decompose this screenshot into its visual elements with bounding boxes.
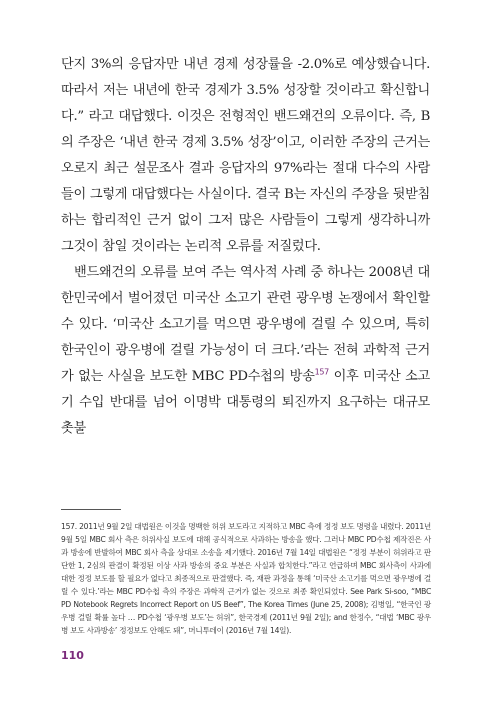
paragraph-1: 단지 3%의 응답자만 내년 경제 성장률을 -2.0%로 예상했습니다. 따라서 저는 내년에 한국 경제가 3.5% 성장할 것이라고 확신합니다.” 라고 대답했다. 이것은 전형적인 밴드왜건의 오류이다. 즉, B의 주장은 ‘내년 한국 경제 3.5% 성장’이고, 이러한 주장의 근거는 오로지 최근 설문조사 결과 응답자의 97%라는 절대 다수의 사람들이 그렇게 대답했다는 사실이다. 결국 B는 자신의 주장을 뒷받침하는 합리적인 근거 없이 그저 많은 사람들이 그렇게 생각하니까 그것이 참일 것이라는 논리적 오류를 저질렀다. <box>61 57 430 254</box>
footnote-157: 157. 2011년 9월 2일 대법원은 이것을 명백한 허위 보도라고 지적하고 MBC 측에 정정 보도 명령을 내렸다. 2011년 9월 5일 MBC 회사 측은 허위사실 보도에 대해 공식적으로 사과하는 방송을 했다. 그러나 MBC PD수첩 제작진은 사과 방송에 반발하여 MBC 회사 측을 상대로 소송을 제기했다. 2016년 7월 14일 대법원은 “정정 부분이 허위라고 판단한 1, 2심의 판결이 확정된 이상 사과 방송의 중요 부분은 사실과 합치한다.”라고 언급하며 MBC 회사측이 사과에 대한 정정 보도를 할 필요가 없다고 최종적으로 판결했다. 즉, 재판 과정을 통해 ‘미국산 소고기를 먹으면 광우병에 걸릴 수 있다.’라는 MBC PD수첩 측의 주장은 과학적 근거가 없는 것으로 최종 확인되었다. See Park Si-soo, “MBC PD Notebook Regrets Incorrect Report on US Beef”, The Korea Times (June 25, 2008); 김병일, “한국인 광우병 걸릴 확률 높다 … PD수첩 ‘광우병 보도’는 허위”, 한국경제 (2011년 9월 2일); and 한정수, “대법 ‘MBC 광우병 보도 사과방송’ 정정보도 안해도 돼”, 머니투데이 (2016년 7월 14일). <box>61 522 431 635</box>
footnote-reference[interactable]: 157 <box>314 367 329 377</box>
footnote-divider <box>61 509 121 510</box>
paragraph-2 <box>61 260 430 442</box>
paragraph-2-continuation: 이후 미국산 소고기 수입 반대를 넘어 이명박 대통령의 퇴진까지 요구하는 대규모 촛불 <box>61 369 430 436</box>
footnotes <box>61 520 431 637</box>
page-number: 110 <box>61 649 84 662</box>
paragraph-2-text: 밴드왜건의 오류를 보여 주는 역사적 사례 중 하나는 2008년 대한민국에서 벌어졌던 미국산 소고기 관련 광우병 논쟁에서 확인할 수 있다. ‘미국산 소고기를 먹으면 광우병에 걸릴 수 있으며, 특히 한국인이 광우병에 걸릴 가능성이 더 크다.’라는 전혀 과학적 근거가 없는 사실을 보도한 MBC PD수첩의 방송 <box>61 265 430 384</box>
body-text <box>61 52 430 442</box>
